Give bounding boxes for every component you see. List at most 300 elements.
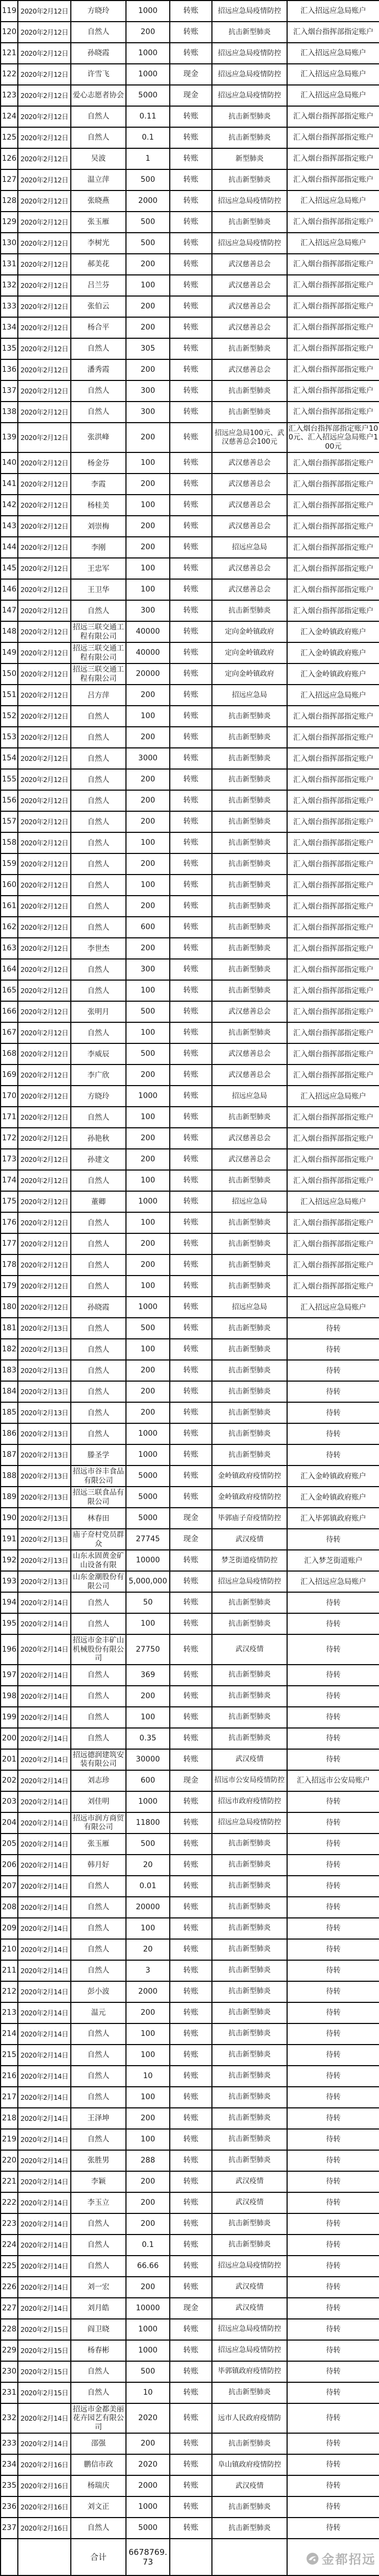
payment-method: 转账 bbox=[170, 1981, 212, 2002]
funds-destination: 待转 bbox=[287, 2340, 379, 2361]
donation-amount: 100 bbox=[126, 1212, 170, 1233]
table-row bbox=[1, 190, 379, 212]
row-number: 216 bbox=[1, 2066, 18, 2087]
donation-purpose: 武汉疫情 bbox=[212, 1634, 287, 1664]
funds-destination: 待转 bbox=[287, 2108, 379, 2129]
donation-purpose: 武汉疫情 bbox=[212, 2171, 287, 2192]
table-row bbox=[1, 1550, 379, 1571]
donation-purpose: 招远应急局 bbox=[212, 1191, 287, 1212]
donation-amount: 100 bbox=[126, 275, 170, 296]
table-row bbox=[1, 2454, 379, 2475]
donor-name: 杨春彬 bbox=[71, 2340, 126, 2361]
donor-name: 吕方萍 bbox=[71, 685, 126, 706]
funds-destination: 汇入烟台指挥部指定账户 bbox=[287, 600, 379, 621]
donation-purpose: 武汉慈善总会 bbox=[212, 495, 287, 516]
donation-purpose: 抗击新型肺炎 bbox=[212, 2087, 287, 2108]
donation-amount: 200 bbox=[126, 1686, 170, 1707]
donation-date: 2020年2月13日 bbox=[18, 1466, 71, 1487]
donation-purpose: 抗击新型肺炎 bbox=[212, 2235, 287, 2256]
donation-date: 2020年2月14日 bbox=[18, 2256, 71, 2277]
donation-date: 2020年2月15日 bbox=[18, 2361, 71, 2382]
donation-date: 2020年2月16日 bbox=[18, 2454, 71, 2475]
donation-date: 2020年2月12日 bbox=[18, 1149, 71, 1170]
donor-name: 招远市谷丰食品有限公司 bbox=[71, 1466, 126, 1487]
table-row bbox=[1, 980, 379, 1001]
payment-method: 转账 bbox=[170, 1634, 212, 1664]
donation-amount: 200 bbox=[126, 727, 170, 748]
payment-method: 转账 bbox=[170, 1170, 212, 1191]
donation-amount: 66.66 bbox=[126, 2256, 170, 2277]
donation-purpose: 武汉疫情 bbox=[212, 2298, 287, 2319]
funds-destination: 汇入烟台指挥部指定账户 bbox=[287, 1001, 379, 1022]
donation-amount: 0.35 bbox=[126, 1728, 170, 1749]
donation-amount: 5000 bbox=[126, 1508, 170, 1529]
table-row bbox=[1, 2045, 379, 2066]
donation-date: 2020年2月13日 bbox=[18, 1318, 71, 1339]
table-row bbox=[1, 380, 379, 402]
table-row bbox=[1, 1749, 379, 1770]
donation-date: 2020年2月14日 bbox=[18, 1939, 71, 1960]
table-row bbox=[1, 537, 379, 558]
row-number: 198 bbox=[1, 1686, 18, 1707]
donation-amount: 200 bbox=[126, 516, 170, 537]
row-number: 179 bbox=[1, 1276, 18, 1297]
donor-name: 张明月 bbox=[71, 1001, 126, 1022]
donor-name: 自然人 bbox=[71, 1728, 126, 1749]
row-number: 208 bbox=[1, 1897, 18, 1918]
donor-name: 自然人 bbox=[71, 127, 126, 148]
donation-date: 2020年2月14日 bbox=[18, 1981, 71, 2002]
table-row bbox=[1, 917, 379, 938]
donor-name: 招远三联交通工程有限公司 bbox=[71, 621, 126, 642]
donation-date: 2020年2月14日 bbox=[18, 1834, 71, 1855]
donation-date: 2020年2月14日 bbox=[18, 1855, 71, 1876]
donation-purpose: 抗击新型肺炎 bbox=[212, 727, 287, 748]
row-number: 132 bbox=[1, 275, 18, 296]
payment-method: 转账 bbox=[170, 2361, 212, 2382]
donation-date: 2020年2月14日 bbox=[18, 1812, 71, 1834]
donation-purpose: 抗击新型肺炎 bbox=[212, 2023, 287, 2045]
donation-purpose: 抗击新型肺炎 bbox=[212, 2045, 287, 2066]
payment-method: 转账 bbox=[170, 2256, 212, 2277]
payment-method: 转账 bbox=[170, 1876, 212, 1897]
payment-method: 转账 bbox=[170, 1749, 212, 1770]
row-number: 190 bbox=[1, 1508, 18, 1529]
table-row bbox=[1, 1022, 379, 1043]
donation-amount: 100 bbox=[126, 1107, 170, 1128]
donation-amount: 100 bbox=[126, 579, 170, 600]
table-row bbox=[1, 1276, 379, 1297]
donation-purpose: 武汉疫情 bbox=[212, 2192, 287, 2213]
donation-date: 2020年2月14日 bbox=[18, 1876, 71, 1897]
row-number: 148 bbox=[1, 621, 18, 642]
donor-name: 自然人 bbox=[71, 1592, 126, 1613]
donation-date: 2020年2月12日 bbox=[18, 22, 71, 43]
funds-destination: 汇入烟台指挥部指定账户 bbox=[287, 811, 379, 832]
funds-destination: 汇入烟台指挥部指定账户 bbox=[287, 1254, 379, 1276]
row-number: 210 bbox=[1, 1939, 18, 1960]
funds-destination: 待转 bbox=[287, 2192, 379, 2213]
payment-method: 转账 bbox=[170, 212, 212, 233]
funds-destination: 汇入招远应急局账户 bbox=[287, 233, 379, 254]
donation-table-footer bbox=[1, 2539, 379, 2575]
funds-destination: 汇入烟台指挥部指定账户 bbox=[287, 706, 379, 727]
donation-amount: 300 bbox=[126, 959, 170, 980]
row-number: 213 bbox=[1, 2002, 18, 2023]
donation-amount: 100 bbox=[126, 1276, 170, 1297]
funds-destination: 待转 bbox=[287, 1634, 379, 1664]
payment-method: 转账 bbox=[170, 980, 212, 1001]
donation-purpose: 金岭镇政府疫情防控 bbox=[212, 1466, 287, 1487]
donation-date: 2020年2月13日 bbox=[18, 1550, 71, 1571]
donation-date: 2020年2月13日 bbox=[18, 1360, 71, 1381]
funds-destination: 汇入烟台指挥部指定账户 bbox=[287, 1064, 379, 1086]
donor-name: 李世杰 bbox=[71, 938, 126, 959]
donation-amount: 10000 bbox=[126, 1550, 170, 1571]
row-number: 165 bbox=[1, 980, 18, 1001]
donation-purpose: 抗击新型肺炎 bbox=[212, 1897, 287, 1918]
donation-date: 2020年2月14日 bbox=[18, 1749, 71, 1770]
donation-purpose: 抗击新型肺炎 bbox=[212, 1381, 287, 1402]
row-number: 161 bbox=[1, 896, 18, 917]
donation-amount: 2020 bbox=[126, 2403, 170, 2433]
donation-purpose: 抗击新型肺炎 bbox=[212, 790, 287, 811]
row-number: 203 bbox=[1, 1791, 18, 1812]
donation-purpose: 武汉慈善总会 bbox=[212, 1001, 287, 1022]
donation-date: 2020年2月13日 bbox=[18, 1423, 71, 1444]
table-row bbox=[1, 2087, 379, 2108]
donor-name: 方晓玲 bbox=[71, 1086, 126, 1107]
donation-date: 2020年2月13日 bbox=[18, 1444, 71, 1466]
table-row bbox=[1, 1571, 379, 1592]
donation-purpose: 抗击新型肺炎 bbox=[212, 1022, 287, 1043]
donation-date: 2020年2月12日 bbox=[18, 875, 71, 896]
row-number: 124 bbox=[1, 106, 18, 127]
donation-date: 2020年2月12日 bbox=[18, 1254, 71, 1276]
donation-amount: 100 bbox=[126, 1918, 170, 1939]
donation-amount: 5000 bbox=[126, 1487, 170, 1508]
donor-name: 李玉立 bbox=[71, 2192, 126, 2213]
donation-amount: 200 bbox=[126, 811, 170, 832]
row-number: 135 bbox=[1, 338, 18, 359]
donation-date: 2020年2月12日 bbox=[18, 402, 71, 423]
donation-date: 2020年2月14日 bbox=[18, 2129, 71, 2150]
funds-destination: 汇入烟台指挥部指定账户 bbox=[287, 275, 379, 296]
donation-purpose: 武汉慈善总会 bbox=[212, 1043, 287, 1064]
payment-method: 转账 bbox=[170, 1592, 212, 1613]
row-number: 220 bbox=[1, 2150, 18, 2171]
donation-amount: 500 bbox=[126, 1001, 170, 1022]
table-row bbox=[1, 2235, 379, 2256]
row-number: 163 bbox=[1, 938, 18, 959]
funds-destination: 汇入招远应急局账户 bbox=[287, 43, 379, 64]
payment-method: 转账 bbox=[170, 663, 212, 685]
table-row bbox=[1, 2361, 379, 2382]
total-row-number-cell bbox=[1, 2539, 18, 2575]
donor-name: 孙建文 bbox=[71, 1149, 126, 1170]
funds-destination: 汇入烟台指挥部指定账户 bbox=[287, 338, 379, 359]
payment-method: 转账 bbox=[170, 1318, 212, 1339]
funds-destination: 汇入烟台指挥部指定账户 bbox=[287, 127, 379, 148]
donor-name: 自然人 bbox=[71, 2256, 126, 2277]
funds-destination: 汇入烟台指挥部指定账户 bbox=[287, 516, 379, 537]
donation-amount: 500 bbox=[126, 2361, 170, 2382]
donation-date: 2020年2月13日 bbox=[18, 1487, 71, 1508]
donation-date: 2020年2月14日 bbox=[18, 1791, 71, 1812]
donation-date: 2020年2月15日 bbox=[18, 2340, 71, 2361]
donation-date: 2020年2月12日 bbox=[18, 452, 71, 474]
table-row bbox=[1, 516, 379, 537]
funds-destination: 汇入烟台指挥部指定账户 bbox=[287, 212, 379, 233]
row-number: 197 bbox=[1, 1665, 18, 1686]
row-number: 191 bbox=[1, 1529, 18, 1550]
donation-purpose: 武汉疫情 bbox=[212, 2277, 287, 2298]
total-label: 合计 bbox=[71, 2539, 126, 2575]
donor-name: 李树光 bbox=[71, 233, 126, 254]
payment-method: 转账 bbox=[170, 516, 212, 537]
donor-name: 自然人 bbox=[71, 1876, 126, 1897]
table-row bbox=[1, 1360, 379, 1381]
row-number: 119 bbox=[1, 1, 18, 22]
payment-method: 转账 bbox=[170, 642, 212, 663]
payment-method: 转账 bbox=[170, 748, 212, 769]
table-row bbox=[1, 1064, 379, 1086]
donation-date: 2020年2月16日 bbox=[18, 2475, 71, 2496]
table-row bbox=[1, 85, 379, 106]
funds-destination: 待转 bbox=[287, 2087, 379, 2108]
donation-purpose: 梦芝街道疫情防控 bbox=[212, 1550, 287, 1571]
donor-name: 自然人 bbox=[71, 2066, 126, 2087]
donor-name: 自然人 bbox=[71, 959, 126, 980]
donation-amount: 200 bbox=[126, 254, 170, 275]
donation-amount: 1000 bbox=[126, 1086, 170, 1107]
funds-destination: 汇入烟台指挥部指定账户 bbox=[287, 1170, 379, 1191]
row-number: 125 bbox=[1, 127, 18, 148]
donation-purpose: 武汉慈善总会 bbox=[212, 317, 287, 338]
table-row bbox=[1, 1402, 379, 1423]
row-number: 215 bbox=[1, 2045, 18, 2066]
donor-name: 自然人 bbox=[71, 1897, 126, 1918]
payment-method: 转账 bbox=[170, 2129, 212, 2150]
row-number: 142 bbox=[1, 495, 18, 516]
row-number: 196 bbox=[1, 1634, 18, 1664]
row-number: 221 bbox=[1, 2171, 18, 2192]
table-row bbox=[1, 1876, 379, 1897]
donation-amount: 300 bbox=[126, 600, 170, 621]
funds-destination: 待转 bbox=[287, 2298, 379, 2319]
funds-destination: 汇入烟台指挥部指定账户 bbox=[287, 22, 379, 43]
donation-date: 2020年2月12日 bbox=[18, 1297, 71, 1318]
donation-date: 2020年2月13日 bbox=[18, 1508, 71, 1529]
donation-date: 2020年2月12日 bbox=[18, 1022, 71, 1043]
donation-date: 2020年2月14日 bbox=[18, 2087, 71, 2108]
donation-amount: 200 bbox=[126, 2002, 170, 2023]
donor-name: 杨瑞庆 bbox=[71, 2475, 126, 2496]
donor-name: 王卫华 bbox=[71, 579, 126, 600]
table-row bbox=[1, 2150, 379, 2171]
donor-name: 孙艳秋 bbox=[71, 1128, 126, 1149]
donor-name: 自然人 bbox=[71, 811, 126, 832]
row-number: 209 bbox=[1, 1918, 18, 1939]
funds-destination: 待转 bbox=[287, 1855, 379, 1876]
donation-amount: 27750 bbox=[126, 1634, 170, 1664]
payment-method: 转账 bbox=[170, 706, 212, 727]
funds-destination: 待转 bbox=[287, 2235, 379, 2256]
payment-method: 转账 bbox=[170, 2235, 212, 2256]
donor-name: 王忠军 bbox=[71, 558, 126, 579]
payment-method: 转账 bbox=[170, 600, 212, 621]
donation-amount: 0.11 bbox=[126, 106, 170, 127]
funds-destination: 待转 bbox=[287, 1592, 379, 1613]
payment-method: 转账 bbox=[170, 1297, 212, 1318]
donor-name: 许雪飞 bbox=[71, 64, 126, 85]
table-row bbox=[1, 832, 379, 853]
donation-purpose: 抗击新型肺炎 bbox=[212, 1233, 287, 1254]
donation-purpose: 抗击新型肺炎 bbox=[212, 169, 287, 190]
payment-method: 转账 bbox=[170, 938, 212, 959]
donor-name: 刘佳明 bbox=[71, 1791, 126, 1812]
payment-method: 转账 bbox=[170, 537, 212, 558]
funds-destination: 汇入烟台指挥部指定账户 bbox=[287, 106, 379, 127]
donation-purpose: 抗击新型肺炎 bbox=[212, 2002, 287, 2023]
funds-destination: 汇入烟台指挥部指定账户 bbox=[287, 148, 379, 169]
payment-method: 转账 bbox=[170, 2045, 212, 2066]
row-number: 192 bbox=[1, 1550, 18, 1571]
donation-amount: 100 bbox=[126, 495, 170, 516]
donation-date: 2020年2月12日 bbox=[18, 1107, 71, 1128]
donation-date: 2020年2月14日 bbox=[18, 2045, 71, 2066]
donor-name: 自然人 bbox=[71, 706, 126, 727]
row-number: 133 bbox=[1, 296, 18, 317]
donation-table-body bbox=[1, 1, 379, 2539]
donor-name: 自然人 bbox=[71, 2023, 126, 2045]
funds-destination: 待转 bbox=[287, 1981, 379, 2002]
donation-purpose: 武汉疫情 bbox=[212, 1749, 287, 1770]
payment-method: 转账 bbox=[170, 380, 212, 402]
donation-purpose: 远市人民政府疫情防 bbox=[212, 2403, 287, 2433]
payment-method: 现金 bbox=[170, 85, 212, 106]
funds-destination: 待转 bbox=[287, 2277, 379, 2298]
donation-date: 2020年2月12日 bbox=[18, 769, 71, 790]
donation-date: 2020年2月12日 bbox=[18, 85, 71, 106]
donation-date: 2020年2月12日 bbox=[18, 474, 71, 495]
donation-amount: 100 bbox=[126, 832, 170, 853]
funds-destination: 待转 bbox=[287, 2361, 379, 2382]
donation-date: 2020年2月13日 bbox=[18, 1529, 71, 1550]
donation-amount: 200 bbox=[126, 685, 170, 706]
donation-purpose: 招远应急局疫情防控 bbox=[212, 233, 287, 254]
table-row bbox=[1, 2403, 379, 2433]
donor-name: 自然人 bbox=[71, 727, 126, 748]
table-row bbox=[1, 106, 379, 127]
table-row bbox=[1, 338, 379, 359]
table-row bbox=[1, 1212, 379, 1233]
table-row bbox=[1, 233, 379, 254]
table-row bbox=[1, 2518, 379, 2539]
table-row bbox=[1, 1191, 379, 1212]
donation-date: 2020年2月12日 bbox=[18, 980, 71, 1001]
payment-method: 转账 bbox=[170, 1423, 212, 1444]
donation-date: 2020年2月12日 bbox=[18, 275, 71, 296]
donation-purpose: 招远应急局疫情防控 bbox=[212, 43, 287, 64]
funds-destination: 待转 bbox=[287, 2045, 379, 2066]
donation-purpose: 武汉疫情 bbox=[212, 2475, 287, 2496]
funds-destination: 汇入烟台指挥部指定账户 bbox=[287, 1043, 379, 1064]
table-row bbox=[1, 727, 379, 748]
funds-destination: 待转 bbox=[287, 1686, 379, 1707]
funds-destination: 待转 bbox=[287, 2066, 379, 2087]
payment-method: 转账 bbox=[170, 2403, 212, 2433]
funds-destination: 汇入烟台指挥部指定账户 bbox=[287, 1022, 379, 1043]
donation-amount: 200 bbox=[126, 1360, 170, 1381]
donation-date: 2020年2月12日 bbox=[18, 853, 71, 875]
funds-destination: 汇入烟台指挥部指定账户 bbox=[287, 402, 379, 423]
donation-amount: 200 bbox=[126, 1254, 170, 1276]
table-row bbox=[1, 1897, 379, 1918]
donation-date: 2020年2月14日 bbox=[18, 1918, 71, 1939]
donation-purpose: 招远应急局 bbox=[212, 1086, 287, 1107]
donation-purpose: 招远应急局 bbox=[212, 1297, 287, 1318]
donation-amount: 2000 bbox=[126, 190, 170, 212]
donation-purpose: 抗击新型肺炎 bbox=[212, 1855, 287, 1876]
table-row bbox=[1, 1613, 379, 1634]
donor-name: 自然人 bbox=[71, 1170, 126, 1191]
donation-amount: 300 bbox=[126, 380, 170, 402]
donation-purpose: 武汉慈善总会 bbox=[212, 1149, 287, 1170]
donation-purpose: 抗击新型肺炎 bbox=[212, 2496, 287, 2518]
donor-name: 自然人 bbox=[71, 2235, 126, 2256]
table-row bbox=[1, 275, 379, 296]
donation-amount: 1000 bbox=[126, 1, 170, 22]
funds-destination: 待转 bbox=[287, 2171, 379, 2192]
donation-purpose: 抗击新型肺炎 bbox=[212, 2108, 287, 2129]
table-row bbox=[1, 2496, 379, 2518]
row-number: 152 bbox=[1, 706, 18, 727]
donation-purpose: 抗击新型肺炎 bbox=[212, 896, 287, 917]
donation-purpose: 招远应急局疫情防控 bbox=[212, 1812, 287, 1834]
funds-destination: 汇入烟台指挥部指定账户 bbox=[287, 832, 379, 853]
table-row bbox=[1, 2192, 379, 2213]
donation-purpose: 金岭镇政府疫情防控 bbox=[212, 1487, 287, 1508]
donation-amount: 100 bbox=[126, 1022, 170, 1043]
payment-method: 转账 bbox=[170, 1707, 212, 1728]
donation-purpose: 抗击新型肺炎 bbox=[212, 875, 287, 896]
table-row bbox=[1, 558, 379, 579]
table-row bbox=[1, 359, 379, 380]
donation-date: 2020年2月12日 bbox=[18, 1170, 71, 1191]
payment-method: 转账 bbox=[170, 423, 212, 452]
donation-amount: 200 bbox=[126, 2108, 170, 2129]
row-number: 225 bbox=[1, 2256, 18, 2277]
donation-amount: 600 bbox=[126, 917, 170, 938]
donation-purpose: 抗击新型肺炎 bbox=[212, 600, 287, 621]
donation-purpose: 抗击新型肺炎 bbox=[212, 1592, 287, 1613]
table-row bbox=[1, 1728, 379, 1749]
table-row bbox=[1, 212, 379, 233]
table-row bbox=[1, 1634, 379, 1664]
row-number: 145 bbox=[1, 558, 18, 579]
funds-destination: 待转 bbox=[287, 1402, 379, 1423]
donation-purpose: 抗击新型肺炎 bbox=[212, 338, 287, 359]
row-number: 123 bbox=[1, 85, 18, 106]
row-number: 164 bbox=[1, 959, 18, 980]
donation-date: 2020年2月12日 bbox=[18, 1086, 71, 1107]
donation-date: 2020年2月12日 bbox=[18, 190, 71, 212]
payment-method: 现金 bbox=[170, 1529, 212, 1550]
donation-amount: 1000 bbox=[126, 1297, 170, 1318]
donor-name: 阎卫晓 bbox=[71, 2319, 126, 2340]
table-row bbox=[1, 1318, 379, 1339]
